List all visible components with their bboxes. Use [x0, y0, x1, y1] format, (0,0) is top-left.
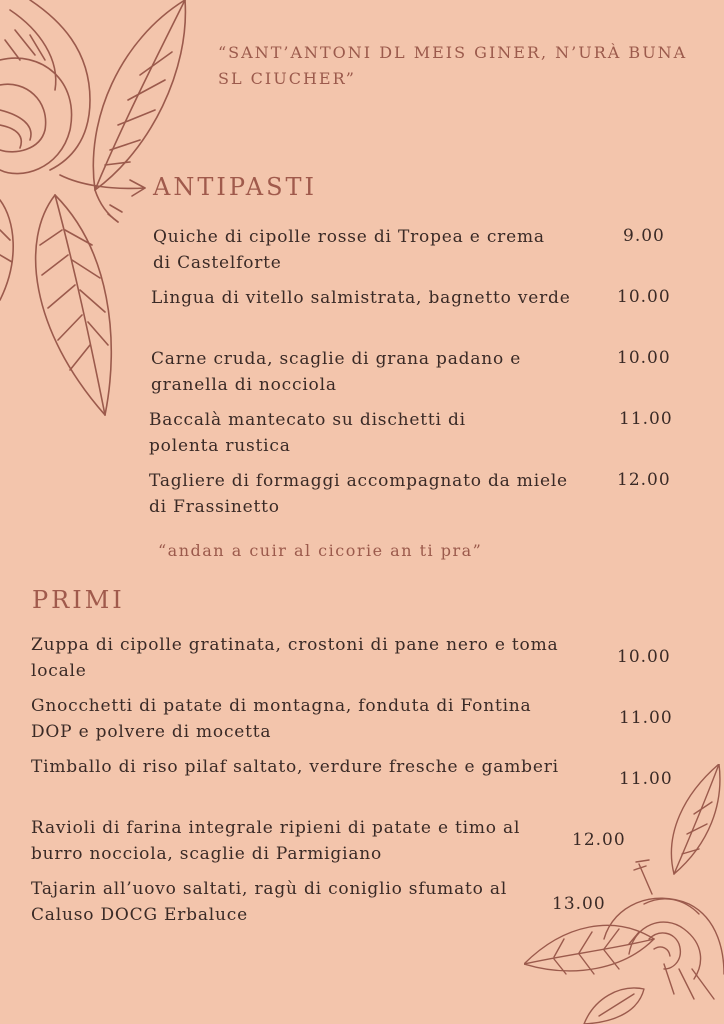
section-title-antipasti: ANTIPASTI	[153, 173, 318, 201]
menu-item	[149, 468, 569, 520]
menu-item-price: 11.00	[619, 769, 673, 789]
menu-item	[151, 285, 581, 311]
menu-item	[31, 693, 541, 745]
menu-item-name: Carne cruda, scaglie di grana padano e granella di nocciola	[151, 349, 522, 395]
menu-item	[151, 346, 571, 398]
top-quote: “SANT’ANTONI DL MEIS GINER, N’URÀ BUNA SL CIUCHER”	[218, 43, 688, 88]
menu-item	[31, 754, 561, 780]
menu-item-price: 9.00	[623, 226, 665, 246]
menu-item-price: 11.00	[619, 409, 673, 429]
menu-item	[153, 224, 553, 276]
menu-item-price: 13.00	[552, 894, 606, 914]
menu-item-price: 11.00	[619, 708, 673, 728]
menu-item-name: Baccalà mantecato su dischetti di polenta rustica	[149, 410, 466, 456]
menu-item-name: Lingua di vitello salmistrata, bagnetto verde	[151, 288, 571, 308]
menu-item-price: 12.00	[617, 470, 671, 490]
menu-item	[149, 407, 539, 459]
menu-item-name: Tajarin all’uovo saltati, ragù di coniglio sfumato al Caluso DOCG Erbaluce	[31, 879, 508, 925]
middle-quote: “andan a cuir al cicorie an ti pra”	[158, 541, 483, 560]
menu-item-name: Tagliere di formaggi accompagnato da miele di Frassinetto	[149, 471, 568, 517]
menu-item-price: 10.00	[617, 287, 671, 307]
menu-item-price: 10.00	[617, 647, 671, 667]
menu-item-name: Timballo di riso pilaf saltato, verdure fresche e gamberi	[31, 757, 559, 777]
menu-item-name: Zuppa di cipolle gratinata, crostoni di pane nero e toma locale	[31, 635, 559, 681]
menu-item	[31, 815, 571, 867]
menu-item	[31, 632, 571, 684]
menu-item-name: Gnocchetti di patate di montagna, fonduta di Fontina DOP e polvere di mocetta	[31, 696, 532, 742]
menu-item-name: Ravioli di farina integrale ripieni di patate e timo al burro nocciola, scaglie di Parmigiano	[31, 818, 521, 864]
menu-item-price: 10.00	[617, 348, 671, 368]
menu-item-name: Quiche di cipolle rosse di Tropea e crema di Castelforte	[153, 227, 545, 273]
section-title-primi: PRIMI	[32, 586, 125, 614]
menu-item	[31, 876, 561, 928]
menu-item-price: 12.00	[572, 830, 626, 850]
